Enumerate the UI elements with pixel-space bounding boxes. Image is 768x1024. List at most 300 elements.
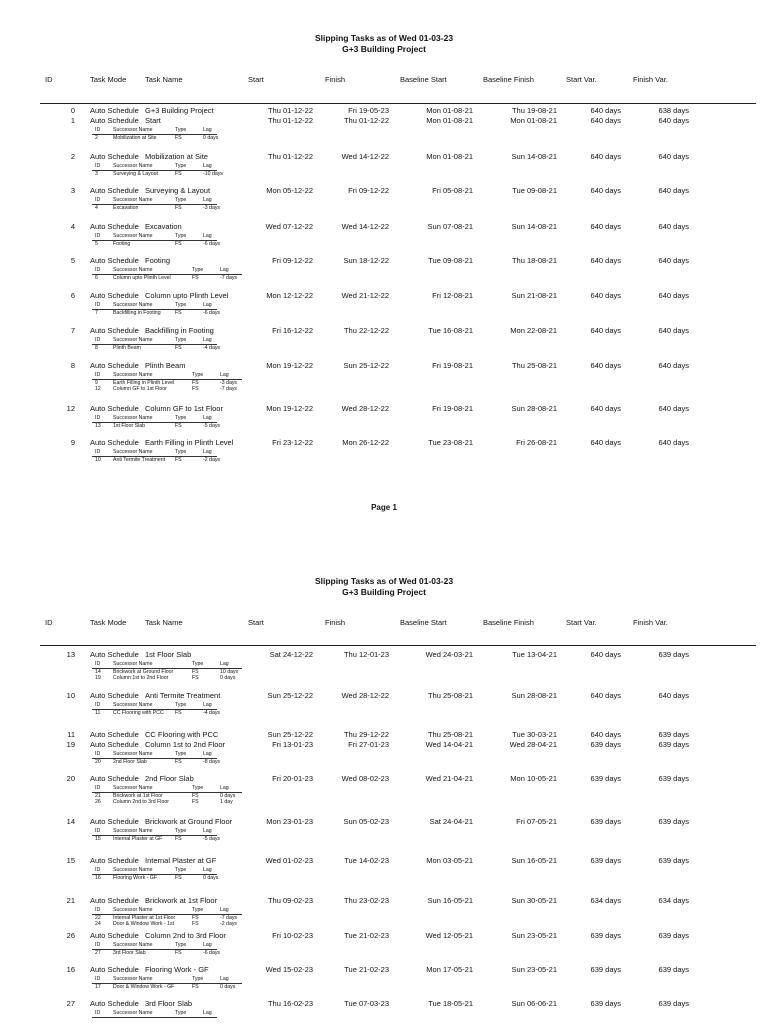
successor-type: FS: [192, 799, 199, 805]
successor-type: FS: [175, 875, 182, 881]
successor-lag: -2 days: [220, 921, 238, 927]
task-name-cell: Backfilling in Footing: [145, 326, 214, 335]
task-svar-cell: 640 days: [590, 438, 621, 447]
successor-id: 19: [95, 675, 101, 681]
successor-name: 3rd Floor Slab: [113, 950, 146, 956]
successor-id: 5: [95, 241, 98, 247]
task-fvar-cell: 639 days: [658, 856, 689, 865]
successor-header: Lag: [203, 415, 212, 421]
task-mode-cell: Auto Schedule: [90, 186, 139, 195]
successor-id: 8: [95, 345, 98, 351]
task-id-cell: 2: [70, 152, 75, 161]
successor-name: Brickwork at 1st Floor: [113, 793, 163, 799]
successor-lag: 0 days: [220, 793, 236, 799]
successor-header: ID: [95, 267, 101, 273]
successor-header: ID: [95, 197, 101, 203]
successor-id: 21: [95, 793, 101, 799]
successor-header: Successor Name: [113, 785, 153, 791]
successor-type: FS: [192, 380, 199, 386]
successor-id: 26: [95, 799, 101, 805]
successor-divider: [92, 344, 217, 345]
successor-type: FS: [175, 710, 182, 716]
successor-header: ID: [95, 233, 101, 239]
successor-lag: 0 days: [220, 984, 236, 990]
successor-header: Lag: [203, 751, 212, 757]
successor-id: 24: [95, 921, 101, 927]
successor-header: Successor Name: [113, 661, 153, 667]
task-name-cell: 3rd Floor Slab: [145, 999, 193, 1008]
task-start-cell: Wed 07-12-22: [265, 222, 313, 231]
task-fvar-cell: 640 days: [658, 438, 689, 447]
task-svar-cell: 639 days: [590, 856, 621, 865]
task-start-cell: Fri 10-02-23: [272, 931, 313, 940]
successor-header: Type: [175, 233, 187, 239]
successor-type: FS: [192, 984, 199, 990]
task-finish-cell: Wed 21-12-22: [341, 291, 389, 300]
successor-header: ID: [95, 907, 101, 913]
task-name-cell: Column upto Plinth Level: [145, 291, 229, 300]
successor-name: Anti Termite Treatment: [113, 457, 166, 463]
successor-header: ID: [95, 302, 101, 308]
column-header: Baseline Finish: [483, 618, 534, 627]
task-bstart-cell: Sat 24-04-21: [429, 817, 473, 826]
successor-type: FS: [175, 836, 182, 842]
task-mode-cell: Auto Schedule: [90, 999, 139, 1008]
task-svar-cell: 639 days: [590, 931, 621, 940]
task-bfinish-cell: Thu 25-08-21: [511, 361, 557, 370]
task-bfinish-cell: Sun 23-05-21: [511, 965, 557, 974]
task-name-cell: Mobilization at Site: [145, 152, 208, 161]
column-header: Finish: [325, 75, 346, 84]
successor-lag: 1 day: [220, 799, 233, 805]
task-bstart-cell: Sun 16-05-21: [427, 896, 473, 905]
successor-type: FS: [192, 793, 199, 799]
successor-name: Column 2nd to 3rd Floor: [113, 799, 169, 805]
task-id-cell: 6: [70, 291, 75, 300]
task-start-cell: Fri 16-12-22: [272, 326, 313, 335]
task-name-cell: Column 2nd to 3rd Floor: [145, 931, 226, 940]
successor-name: Door & Window Work - 1st: [113, 921, 175, 927]
successor-divider: [92, 949, 217, 950]
successor-lag: -7 days: [220, 386, 238, 392]
task-bstart-cell: Wed 12-05-21: [425, 931, 473, 940]
task-finish-cell: Thu 29-12-22: [343, 730, 389, 739]
successor-id: 13: [95, 423, 101, 429]
successor-header: ID: [95, 127, 101, 133]
successor-type: FS: [175, 171, 182, 177]
successor-header: Lag: [203, 449, 212, 455]
successor-header: ID: [95, 976, 101, 982]
task-id-cell: 13: [66, 650, 75, 659]
task-fvar-cell: 639 days: [658, 650, 689, 659]
task-mode-cell: Auto Schedule: [90, 931, 139, 940]
task-svar-cell: 639 days: [590, 999, 621, 1008]
successor-lag: -10 days: [203, 171, 223, 177]
successor-header: Successor Name: [113, 828, 153, 834]
column-header: Start: [248, 618, 264, 627]
successor-type: FS: [175, 457, 182, 463]
task-bstart-cell: Sun 07-08-21: [427, 222, 473, 231]
column-header: ID: [45, 618, 53, 627]
task-bfinish-cell: Thu 19-08-21: [511, 106, 557, 115]
task-bstart-cell: Mon 01-08-21: [426, 106, 473, 115]
task-start-cell: Fri 23-12-22: [272, 438, 313, 447]
successor-header: Type: [175, 127, 187, 133]
task-svar-cell: 640 days: [590, 291, 621, 300]
successor-type: FS: [192, 675, 199, 681]
task-start-cell: Sun 25-12-22: [267, 691, 313, 700]
report-title: Slipping Tasks as of Wed 01-03-23: [314, 576, 454, 586]
column-header: ID: [45, 75, 53, 84]
successor-header: Type: [192, 976, 204, 982]
task-name-cell: 1st Floor Slab: [145, 650, 192, 659]
successor-lag: -7 days: [220, 915, 238, 921]
task-finish-cell: Fri 19-05-23: [348, 106, 389, 115]
task-mode-cell: Auto Schedule: [90, 740, 139, 749]
task-id-cell: 5: [70, 256, 75, 265]
task-bfinish-cell: Mon 22-08-21: [510, 326, 557, 335]
task-bstart-cell: Fri 05-08-21: [432, 186, 473, 195]
task-fvar-cell: 639 days: [658, 965, 689, 974]
task-id-cell: 12: [66, 404, 75, 413]
task-id-cell: 0: [70, 106, 75, 115]
successor-lag: -3 days: [203, 205, 221, 211]
task-svar-cell: 640 days: [590, 326, 621, 335]
task-id-cell: 26: [66, 931, 75, 940]
task-fvar-cell: 639 days: [658, 817, 689, 826]
successor-header: Type: [175, 415, 187, 421]
task-mode-cell: Auto Schedule: [90, 730, 139, 739]
successor-lag: 0 days: [220, 675, 236, 681]
successor-lag: -2 days: [203, 457, 221, 463]
successor-type: FS: [192, 386, 199, 392]
task-start-cell: Thu 01-12-22: [267, 106, 313, 115]
task-bfinish-cell: Fri 07-05-21: [516, 817, 557, 826]
successor-divider: [92, 758, 217, 759]
successor-header: Successor Name: [113, 867, 153, 873]
successor-header: Successor Name: [113, 372, 153, 378]
successor-name: Flooring Work - GF: [113, 875, 158, 881]
task-id-cell: 11: [67, 730, 75, 739]
successor-header: Lag: [220, 661, 229, 667]
successor-id: 3: [95, 171, 98, 177]
task-bfinish-cell: Thu 18-08-21: [511, 256, 557, 265]
successor-type: FS: [175, 241, 182, 247]
successor-header: ID: [95, 449, 101, 455]
task-id-cell: 15: [66, 856, 75, 865]
successor-header: ID: [95, 661, 101, 667]
task-start-cell: Mon 23-01-23: [266, 817, 313, 826]
successor-header: Successor Name: [113, 1010, 153, 1016]
task-id-cell: 27: [66, 999, 75, 1008]
successor-divider: [92, 204, 217, 205]
task-bfinish-cell: Sun 06-06-21: [511, 999, 557, 1008]
task-bstart-cell: Fri 19-08-21: [432, 361, 473, 370]
column-header: Finish Var.: [633, 618, 668, 627]
successor-header: Type: [175, 942, 187, 948]
successor-lag: 0 days: [203, 875, 219, 881]
task-bfinish-cell: Mon 10-05-21: [510, 774, 557, 783]
successor-header: ID: [95, 337, 101, 343]
successor-header: Lag: [203, 828, 212, 834]
task-start-cell: Wed 15-02-23: [265, 965, 313, 974]
successor-header: Successor Name: [113, 702, 153, 708]
successor-header: Type: [175, 1010, 187, 1016]
successor-type: FS: [175, 205, 182, 211]
task-svar-cell: 640 days: [590, 222, 621, 231]
column-header: Task Name: [145, 75, 183, 84]
column-header: Start: [248, 75, 264, 84]
task-bfinish-cell: Tue 13-04-21: [512, 650, 557, 659]
page-number: Page 1: [371, 503, 397, 512]
task-name-cell: G+3 Building Project: [145, 106, 214, 115]
successor-divider: [92, 240, 217, 241]
column-header: Finish Var.: [633, 75, 668, 84]
task-mode-cell: Auto Schedule: [90, 691, 139, 700]
task-mode-cell: Auto Schedule: [90, 896, 139, 905]
task-fvar-cell: 639 days: [658, 740, 689, 749]
task-finish-cell: Wed 14-12-22: [341, 152, 389, 161]
task-start-cell: Mon 19-12-22: [266, 361, 313, 370]
task-finish-cell: Fri 27-01-23: [348, 740, 389, 749]
task-fvar-cell: 640 days: [658, 361, 689, 370]
task-name-cell: Flooring Work - GF: [145, 965, 209, 974]
successor-type: FS: [192, 915, 199, 921]
task-bstart-cell: Fri 19-08-21: [432, 404, 473, 413]
task-finish-cell: Sun 05-02-23: [343, 817, 389, 826]
successor-name: Internal Plaster at GF: [113, 836, 163, 842]
task-svar-cell: 639 days: [590, 965, 621, 974]
task-bstart-cell: Thu 25-08-21: [427, 730, 473, 739]
task-mode-cell: Auto Schedule: [90, 650, 139, 659]
successor-id: 20: [95, 759, 101, 765]
successor-header: Lag: [203, 163, 212, 169]
task-bstart-cell: Fri 12-08-21: [432, 291, 473, 300]
task-start-cell: Thu 01-12-22: [267, 152, 313, 161]
task-id-cell: 1: [70, 116, 75, 125]
successor-divider: [92, 1017, 217, 1018]
successor-header: Type: [175, 197, 187, 203]
successor-id: 2: [95, 135, 98, 141]
task-svar-cell: 634 days: [590, 896, 621, 905]
task-name-cell: Column 1st to 2nd Floor: [145, 740, 226, 749]
successor-name: Plinth Beam: [113, 345, 141, 351]
successor-header: Type: [175, 828, 187, 834]
successor-header: Lag: [220, 267, 229, 273]
task-svar-cell: 639 days: [590, 740, 621, 749]
task-name-cell: Brickwork at Ground Floor: [145, 817, 233, 826]
successor-id: 7: [95, 310, 98, 316]
task-start-cell: Mon 12-12-22: [266, 291, 313, 300]
task-fvar-cell: 640 days: [658, 152, 689, 161]
successor-header: Lag: [220, 976, 229, 982]
task-id-cell: 16: [66, 965, 75, 974]
successor-header: ID: [95, 702, 101, 708]
successor-header: Type: [192, 907, 204, 913]
successor-id: 6: [95, 275, 98, 281]
task-mode-cell: Auto Schedule: [90, 152, 139, 161]
successor-name: Column 1st to 2nd Floor: [113, 675, 169, 681]
task-finish-cell: Sun 25-12-22: [343, 361, 389, 370]
successor-name: Column upto Plinth Level: [113, 275, 171, 281]
task-svar-cell: 640 days: [590, 404, 621, 413]
successor-header: ID: [95, 828, 101, 834]
successor-header: Lag: [220, 907, 229, 913]
successor-lag: 0 days: [203, 135, 219, 141]
task-svar-cell: 640 days: [590, 106, 621, 115]
task-finish-cell: Sun 18-12-22: [343, 256, 389, 265]
task-finish-cell: Tue 21-02-23: [344, 965, 389, 974]
task-bstart-cell: Tue 18-05-21: [428, 999, 473, 1008]
successor-name: Earth Filling in Plinth Level: [113, 380, 175, 386]
task-mode-cell: Auto Schedule: [90, 116, 139, 125]
successor-header: ID: [95, 942, 101, 948]
successor-id: 27: [95, 950, 101, 956]
task-start-cell: Mon 05-12-22: [266, 186, 313, 195]
successor-header: Successor Name: [113, 163, 153, 169]
successor-header: Successor Name: [113, 751, 153, 757]
task-svar-cell: 640 days: [590, 730, 621, 739]
successor-id: 15: [95, 836, 101, 842]
task-start-cell: Thu 16-02-23: [267, 999, 313, 1008]
task-finish-cell: Wed 08-02-23: [341, 774, 389, 783]
task-bfinish-cell: Wed 28-04-21: [509, 740, 557, 749]
successor-header: Lag: [220, 785, 229, 791]
task-name-cell: Column GF to 1st Floor: [145, 404, 223, 413]
successor-lag: -8 days: [203, 759, 221, 765]
successor-name: Door & Window Work - GF: [113, 984, 175, 990]
task-mode-cell: Auto Schedule: [90, 106, 139, 115]
successor-header: Type: [192, 372, 204, 378]
column-header: Baseline Finish: [483, 75, 534, 84]
task-fvar-cell: 634 days: [658, 896, 689, 905]
successor-type: FS: [175, 135, 182, 141]
column-header: Finish: [325, 618, 346, 627]
successor-name: 2nd Floor Slab: [113, 759, 147, 765]
successor-header: Lag: [203, 942, 212, 948]
column-header: Baseline Start: [400, 618, 447, 627]
task-fvar-cell: 639 days: [658, 774, 689, 783]
report-title: Slipping Tasks as of Wed 01-03-23: [314, 33, 454, 43]
task-mode-cell: Auto Schedule: [90, 817, 139, 826]
task-finish-cell: Thu 23-02-23: [343, 896, 389, 905]
successor-name: Excavation: [113, 205, 139, 211]
header-divider: [40, 645, 756, 646]
successor-name: Brickwork at Ground Floor: [113, 669, 174, 675]
task-bstart-cell: Mon 01-08-21: [426, 116, 473, 125]
successor-id: 12: [95, 386, 101, 392]
successor-header: Type: [175, 702, 187, 708]
task-name-cell: Start: [145, 116, 161, 125]
task-bfinish-cell: Sun 30-05-21: [511, 896, 557, 905]
successor-lag: -4 days: [203, 345, 221, 351]
successor-header: ID: [95, 785, 101, 791]
successor-id: 11: [95, 710, 101, 716]
task-mode-cell: Auto Schedule: [90, 256, 139, 265]
successor-header: Lag: [203, 233, 212, 239]
successor-header: Type: [175, 302, 187, 308]
task-bfinish-cell: Sun 28-08-21: [511, 691, 557, 700]
successor-header: Lag: [203, 702, 212, 708]
task-bstart-cell: Thu 25-08-21: [427, 691, 473, 700]
successor-id: 16: [95, 875, 101, 881]
task-bfinish-cell: Sun 16-05-21: [511, 856, 557, 865]
task-finish-cell: Wed 28-12-22: [341, 404, 389, 413]
successor-header: Successor Name: [113, 976, 153, 982]
successor-header: ID: [95, 415, 101, 421]
successor-name: Surveying & Layout: [113, 171, 158, 177]
successor-id: 14: [95, 669, 101, 675]
successor-header: Successor Name: [113, 127, 153, 133]
task-bstart-cell: Mon 03-05-21: [426, 856, 473, 865]
successor-header: Successor Name: [113, 233, 153, 239]
successor-header: Type: [175, 337, 187, 343]
task-mode-cell: Auto Schedule: [90, 856, 139, 865]
successor-header: Successor Name: [113, 415, 153, 421]
task-fvar-cell: 639 days: [658, 730, 689, 739]
task-fvar-cell: 640 days: [658, 691, 689, 700]
task-fvar-cell: 640 days: [658, 326, 689, 335]
successor-lag: -6 days: [203, 950, 221, 956]
column-header: Start Var.: [566, 75, 597, 84]
column-header: Task Mode: [90, 618, 127, 627]
task-name-cell: CC Flooring with PCC: [145, 730, 219, 739]
task-finish-cell: Thu 22-12-22: [343, 326, 389, 335]
task-finish-cell: Mon 26-12-22: [342, 438, 389, 447]
task-mode-cell: Auto Schedule: [90, 774, 139, 783]
task-bfinish-cell: Fri 26-08-21: [516, 438, 557, 447]
task-finish-cell: Tue 07-03-23: [344, 999, 389, 1008]
successor-header: Type: [175, 449, 187, 455]
task-svar-cell: 640 days: [590, 116, 621, 125]
task-bstart-cell: Mon 17-05-21: [426, 965, 473, 974]
task-bfinish-cell: Tue 30-03-21: [512, 730, 557, 739]
successor-lag: -3 days: [220, 380, 238, 386]
task-bstart-cell: Wed 24-03-21: [425, 650, 473, 659]
task-id-cell: 8: [70, 361, 75, 370]
task-name-cell: Internal Plaster at GF: [145, 856, 217, 865]
column-header: Baseline Start: [400, 75, 447, 84]
task-svar-cell: 639 days: [590, 817, 621, 826]
task-bfinish-cell: Sun 23-05-21: [511, 931, 557, 940]
report-subtitle: G+3 Building Project: [342, 587, 426, 597]
task-name-cell: Surveying & Layout: [145, 186, 211, 195]
task-mode-cell: Auto Schedule: [90, 326, 139, 335]
successor-header: Lag: [203, 337, 212, 343]
successor-name: 1st Floor Slab: [113, 423, 146, 429]
task-svar-cell: 639 days: [590, 774, 621, 783]
task-mode-cell: Auto Schedule: [90, 291, 139, 300]
task-bstart-cell: Tue 16-08-21: [428, 326, 473, 335]
successor-id: 4: [95, 205, 98, 211]
successor-lag: 10 days: [220, 669, 239, 675]
successor-type: FS: [175, 950, 182, 956]
successor-lag: -6 days: [203, 241, 221, 247]
task-start-cell: Wed 01-02-23: [265, 856, 313, 865]
successor-lag: -5 days: [203, 423, 221, 429]
task-finish-cell: Fri 09-12-22: [348, 186, 389, 195]
task-fvar-cell: 640 days: [658, 404, 689, 413]
successor-header: ID: [95, 163, 101, 169]
successor-header: Successor Name: [113, 267, 153, 273]
task-finish-cell: Wed 28-12-22: [341, 691, 389, 700]
task-svar-cell: 640 days: [590, 256, 621, 265]
task-mode-cell: Auto Schedule: [90, 404, 139, 413]
task-name-cell: 2nd Floor Slab: [145, 774, 194, 783]
task-bstart-cell: Tue 23-08-21: [428, 438, 473, 447]
task-svar-cell: 640 days: [590, 186, 621, 195]
successor-header: Successor Name: [113, 449, 153, 455]
